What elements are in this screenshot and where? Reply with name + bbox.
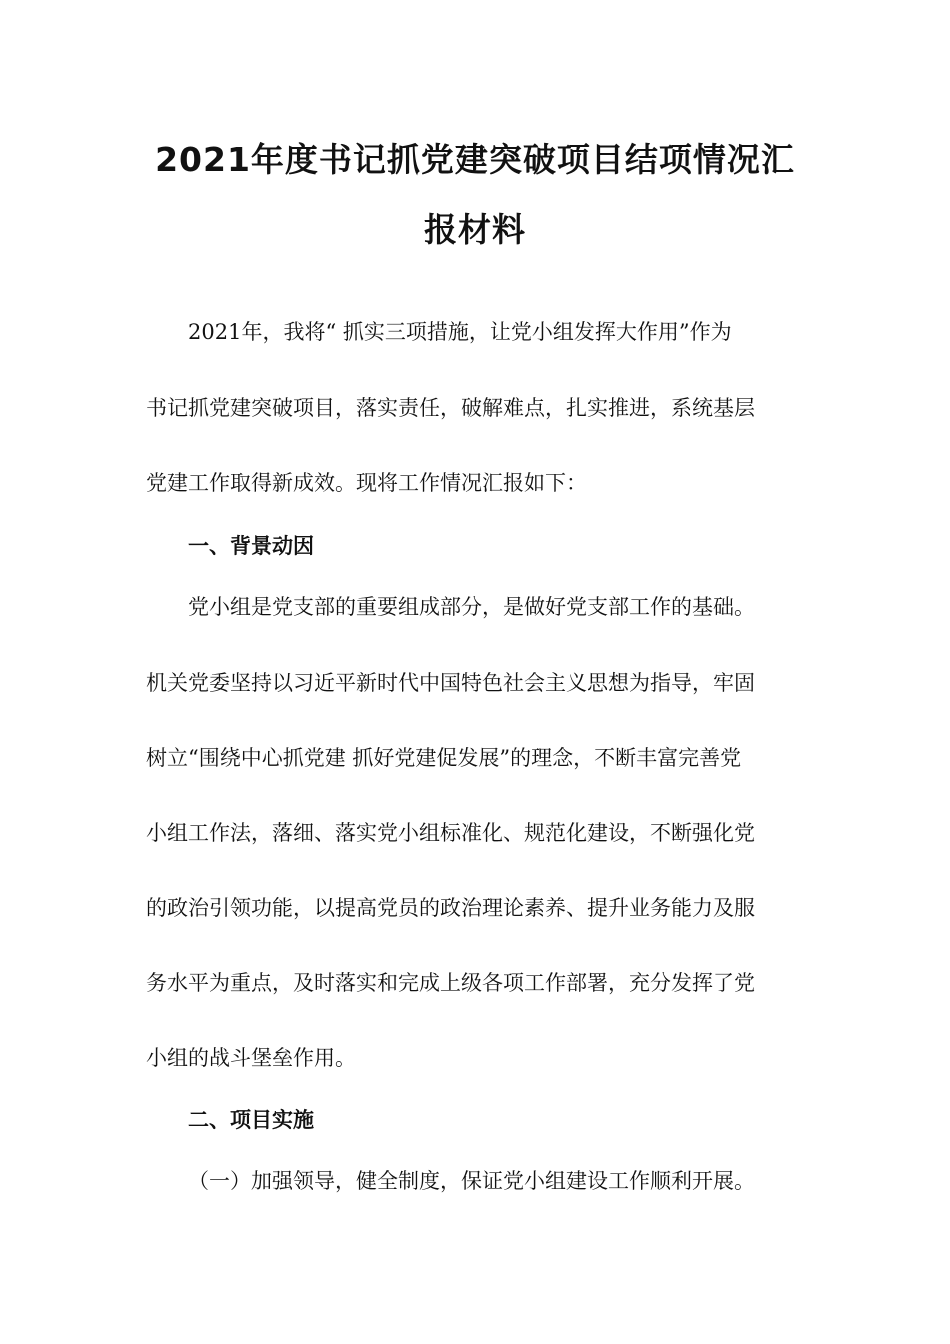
subsection-heading-1: （一）加强领导，健全制度，保证党小组建设工作顺利开展。 bbox=[188, 1169, 755, 1193]
paragraph-2-line-6: 务水平为重点，及时落实和完成上级各项工作部署，充分发挥了党 bbox=[146, 971, 755, 995]
paragraph-2-line-3: 树立“围绕中心抓党建 抓好党建促发展”的理念，不断丰富完善党 bbox=[146, 746, 742, 770]
document-title-line-2: 报材料 bbox=[424, 210, 526, 249]
paragraph-2-line-2: 机关党委坚持以习近平新时代中国特色社会主义思想为指导，牢固 bbox=[146, 671, 755, 695]
paragraph-2-line-5: 的政治引领功能，以提高党员的政治理论素养、提升业务能力及服 bbox=[146, 896, 755, 920]
paragraph-1-line-3: 党建工作取得新成效。现将工作情况汇报如下： bbox=[146, 471, 587, 495]
paragraph-1-line-2: 书记抓党建突破项目，落实责任，破解难点，扎实推进，系统基层 bbox=[146, 396, 755, 420]
document-title-line-1: 2021年度书记抓党建突破项目结项情况汇 bbox=[155, 140, 795, 179]
paragraph-2-line-1: 党小组是党支部的重要组成部分，是做好党支部工作的基础。 bbox=[188, 595, 755, 619]
paragraph-1-line-1: 2021年，我将“ 抓实三项措施，让党小组发挥大作用”作为 bbox=[188, 320, 732, 344]
paragraph-2-line-7: 小组的战斗堡垒作用。 bbox=[146, 1046, 356, 1070]
paragraph-2-line-4: 小组工作法，落细、落实党小组标准化、规范化建设，不断强化党 bbox=[146, 821, 755, 845]
section-heading-background: 一、背景动因 bbox=[188, 534, 314, 558]
section-heading-implementation: 二、项目实施 bbox=[188, 1108, 314, 1132]
